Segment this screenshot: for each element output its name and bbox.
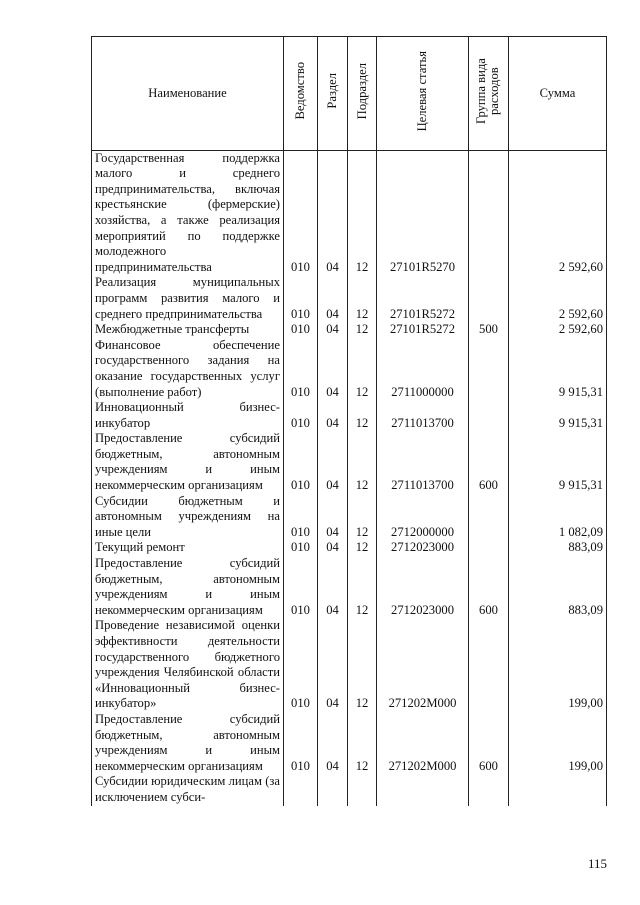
- cell-podrazdel: 12: [348, 494, 377, 541]
- cell-podrazdel: 12: [348, 275, 377, 322]
- cell-group: 600: [469, 556, 509, 618]
- cell-target: 271202M000: [377, 712, 469, 774]
- cell-podrazdel: 12: [348, 150, 377, 275]
- cell-sum: 883,09: [509, 540, 607, 556]
- cell-target: 2712000000: [377, 494, 469, 541]
- cell-group: [469, 774, 509, 805]
- cell-ved: 010: [284, 431, 318, 493]
- cell-razdel: 04: [318, 712, 348, 774]
- cell-group: 600: [469, 431, 509, 493]
- cell-sum: 9 915,31: [509, 431, 607, 493]
- cell-name: Предоставление субсидий бюджетным, автономным учреждениям и иным некоммерческим организациям: [92, 431, 284, 493]
- cell-name: Межбюджетные трансферты: [92, 322, 284, 338]
- cell-sum: 199,00: [509, 712, 607, 774]
- cell-podrazdel: 12: [348, 322, 377, 338]
- cell-sum: 883,09: [509, 556, 607, 618]
- cell-razdel: 04: [318, 431, 348, 493]
- cell-razdel: 04: [318, 322, 348, 338]
- cell-group: 500: [469, 322, 509, 338]
- cell-sum: 1 082,09: [509, 494, 607, 541]
- cell-ved: 010: [284, 322, 318, 338]
- cell-razdel: 04: [318, 150, 348, 275]
- table-row: [92, 338, 607, 400]
- cell-group: 600: [469, 712, 509, 774]
- cell-name: Инновационный бизнес-инкубатор: [92, 400, 284, 431]
- cell-target: 2712023000: [377, 540, 469, 556]
- header-row: [92, 37, 607, 151]
- cell-sum: 2 592,60: [509, 322, 607, 338]
- table-row: [92, 494, 607, 541]
- cell-podrazdel: 12: [348, 431, 377, 493]
- cell-sum: 2 592,60: [509, 150, 607, 275]
- header-name: Наименование: [92, 37, 284, 151]
- cell-target: 2712023000: [377, 556, 469, 618]
- cell-podrazdel: 12: [348, 712, 377, 774]
- cell-podrazdel: 12: [348, 400, 377, 431]
- cell-group: [469, 494, 509, 541]
- cell-razdel: 04: [318, 618, 348, 712]
- cell-target: [377, 774, 469, 805]
- cell-ved: 010: [284, 150, 318, 275]
- cell-name: Субсидии юридическим лицам (за исключением субси-: [92, 774, 284, 805]
- cell-podrazdel: [348, 774, 377, 805]
- cell-name: Предоставление субсидий бюджетным, автономным учреждениям и иным некоммерческим организациям: [92, 712, 284, 774]
- cell-target: 27101R5270: [377, 150, 469, 275]
- cell-ved: 010: [284, 540, 318, 556]
- header-razdel: Раздел: [318, 37, 348, 151]
- cell-name: Субсидии бюджетным и автономным учреждениям на иные цели: [92, 494, 284, 541]
- cell-name: Текущий ремонт: [92, 540, 284, 556]
- cell-ved: 010: [284, 275, 318, 322]
- cell-podrazdel: 12: [348, 618, 377, 712]
- cell-name: Государственная поддержка малого и среднего предпринимательства, включая крестьянские (фермерские) хозяйства, а также реализация мероприятий по поддержке молодежного предпринимательства: [92, 150, 284, 275]
- budget-table: [91, 36, 607, 806]
- cell-group: [469, 275, 509, 322]
- page-number: 115: [588, 856, 608, 871]
- cell-razdel: 04: [318, 556, 348, 618]
- cell-sum: 9 915,31: [509, 338, 607, 400]
- cell-target: 2711000000: [377, 338, 469, 400]
- cell-name: Реализация муниципальных программ развития малого и среднего предпринимательства: [92, 275, 284, 322]
- table-row: [92, 556, 607, 618]
- header-target: Целевая статья: [377, 37, 469, 151]
- cell-razdel: 04: [318, 540, 348, 556]
- cell-razdel: 04: [318, 494, 348, 541]
- cell-sum: 9 915,31: [509, 400, 607, 431]
- cell-group: [469, 400, 509, 431]
- cell-target: 27101R5272: [377, 322, 469, 338]
- table-row: [92, 774, 607, 805]
- table-row: [92, 618, 607, 712]
- cell-podrazdel: 12: [348, 556, 377, 618]
- header-sum: Сумма: [509, 37, 607, 151]
- cell-ved: [284, 774, 318, 805]
- cell-razdel: [318, 774, 348, 805]
- cell-ved: 010: [284, 618, 318, 712]
- cell-sum: [509, 774, 607, 805]
- table-row: [92, 431, 607, 493]
- cell-sum: 199,00: [509, 618, 607, 712]
- header-group: Группа вида расходов: [469, 37, 509, 151]
- cell-target: 2711013700: [377, 431, 469, 493]
- cell-ved: 010: [284, 556, 318, 618]
- table-row: [92, 712, 607, 774]
- cell-name: Предоставление субсидий бюджетным, автономным учреждениям и иным некоммерческим организациям: [92, 556, 284, 618]
- cell-razdel: 04: [318, 338, 348, 400]
- cell-ved: 010: [284, 494, 318, 541]
- cell-target: 27101R5272: [377, 275, 469, 322]
- cell-group: [469, 540, 509, 556]
- cell-razdel: 04: [318, 400, 348, 431]
- cell-podrazdel: 12: [348, 338, 377, 400]
- cell-podrazdel: 12: [348, 540, 377, 556]
- cell-sum: 2 592,60: [509, 275, 607, 322]
- header-ved: Ведомство: [284, 37, 318, 151]
- cell-target: 271202M000: [377, 618, 469, 712]
- cell-name: Финансовое обеспечение государственного задания на оказание государственных услуг (выполнение работ): [92, 338, 284, 400]
- table-row: [92, 540, 607, 556]
- cell-target: 2711013700: [377, 400, 469, 431]
- table-row: [92, 400, 607, 431]
- cell-ved: 010: [284, 338, 318, 400]
- cell-name: Проведение независимой оценки эффективности деятельности государственного бюджетного учреждения Челябинской области «Инновационный бизнес-инкубатор»: [92, 618, 284, 712]
- cell-ved: 010: [284, 712, 318, 774]
- cell-group: [469, 618, 509, 712]
- cell-ved: 010: [284, 400, 318, 431]
- table-row: [92, 275, 607, 322]
- cell-group: [469, 150, 509, 275]
- cell-razdel: 04: [318, 275, 348, 322]
- header-podrazdel: Подраздел: [348, 37, 377, 151]
- table-row: [92, 150, 607, 275]
- cell-group: [469, 338, 509, 400]
- table-row: [92, 322, 607, 338]
